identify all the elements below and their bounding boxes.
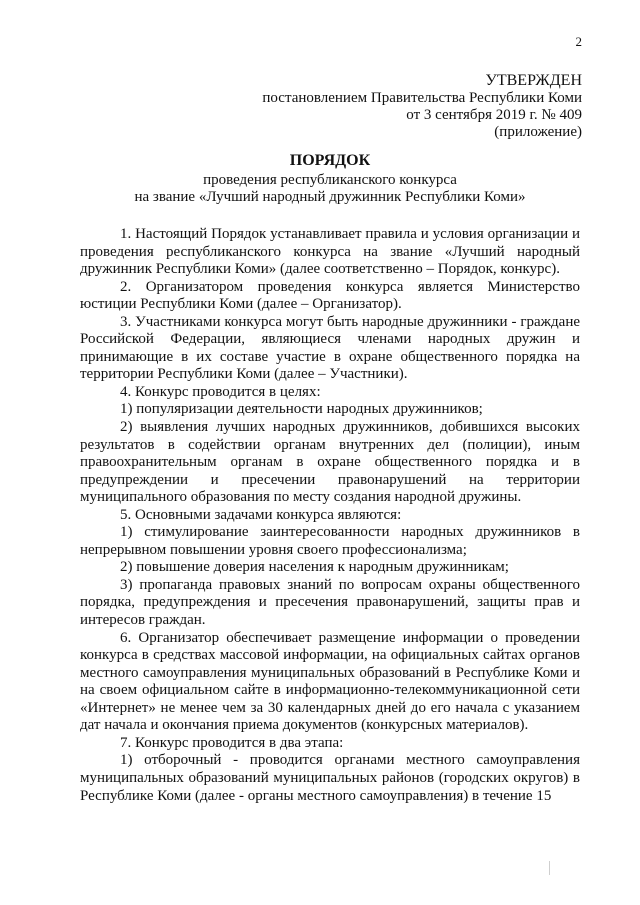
document-subtitle-1: проведения республиканского конкурса	[203, 172, 457, 188]
paragraph: 2) повышение доверия населения к народным дружинникам;	[120, 559, 509, 576]
approval-block	[262, 72, 582, 141]
paragraph: 4. Конкурс проводится в целях:	[120, 383, 321, 400]
approval-line-2: от 3 сентября 2019 г. № 409	[406, 107, 582, 123]
approval-title: УТВЕРЖДЕН	[485, 72, 582, 89]
document-heading	[80, 152, 580, 206]
paragraph: 1. Настоящий Порядок устанавливает правила и условия организации и проведения республиканского конкурса на звание «Лучший народный дружинник Республики Коми» (далее соответственно – Порядок, конкурс).	[80, 226, 580, 278]
paragraph: 3) пропаганда правовых знаний по вопросам охраны общественного порядка, предупреждения и пресечения правонарушений, защиты прав и интересов граждан.	[80, 576, 580, 629]
document-body	[80, 226, 580, 805]
paragraph: 1) популяризации деятельности народных дружинников;	[120, 401, 483, 418]
approval-line-1: постановлением Правительства Республики Коми	[262, 90, 582, 106]
scan-mark	[549, 861, 550, 875]
approval-line-3: (приложение)	[494, 124, 582, 140]
paragraph: 1) отборочный - проводится органами местного самоуправления муниципальных образований муниципальных районов (городских округов) в Республике Коми (далее - органы местного самоуправления) в течение 15	[80, 752, 580, 804]
paragraph: 7. Конкурс проводится в два этапа:	[120, 734, 344, 751]
document-title: ПОРЯДОК	[289, 152, 371, 169]
paragraph: 5. Основными задачами конкурса являются:	[120, 506, 402, 523]
document-subtitle-2: на звание «Лучший народный дружинник Республики Коми»	[134, 189, 526, 205]
page-number: 2	[575, 34, 582, 49]
paragraph: 2. Организатором проведения конкурса является Министерство юстиции Республики Коми (далее – Организатор).	[80, 278, 580, 313]
paragraph: 2) выявления лучших народных дружинников, добившихся высоких результатов в содействии органам внутренних дел (полиции), иным правоохранительным органам в охране общественного порядка и в предупреждении и пресечении правонарушений на территории муниципального образования по месту создания народной дружины.	[80, 419, 580, 506]
paragraph: 6. Организатор обеспечивает размещение информации о проведении конкурса в средствах массовой информации, на официальных сайтах органов местного самоуправления муниципальных образований в Республике Коми и на своем официальном сайте в информационно-телекоммуникационной сети «Интернет» не менее чем за 30 календарных дней до его начала с указанием дат начала и окончания приема документов (конкурсных материалов).	[80, 629, 580, 734]
paragraph: 1) стимулирование заинтересованности народных дружинников в непрерывном повышении уровня своего профессионализма;	[80, 524, 580, 558]
paragraph: 3. Участниками конкурса могут быть народные дружинники - граждане Российской Федерации, являющиеся членами народных дружин и принимающие в их составе участие в охране общественного порядка на территории Республики Коми (далее – Участники).	[80, 313, 580, 383]
